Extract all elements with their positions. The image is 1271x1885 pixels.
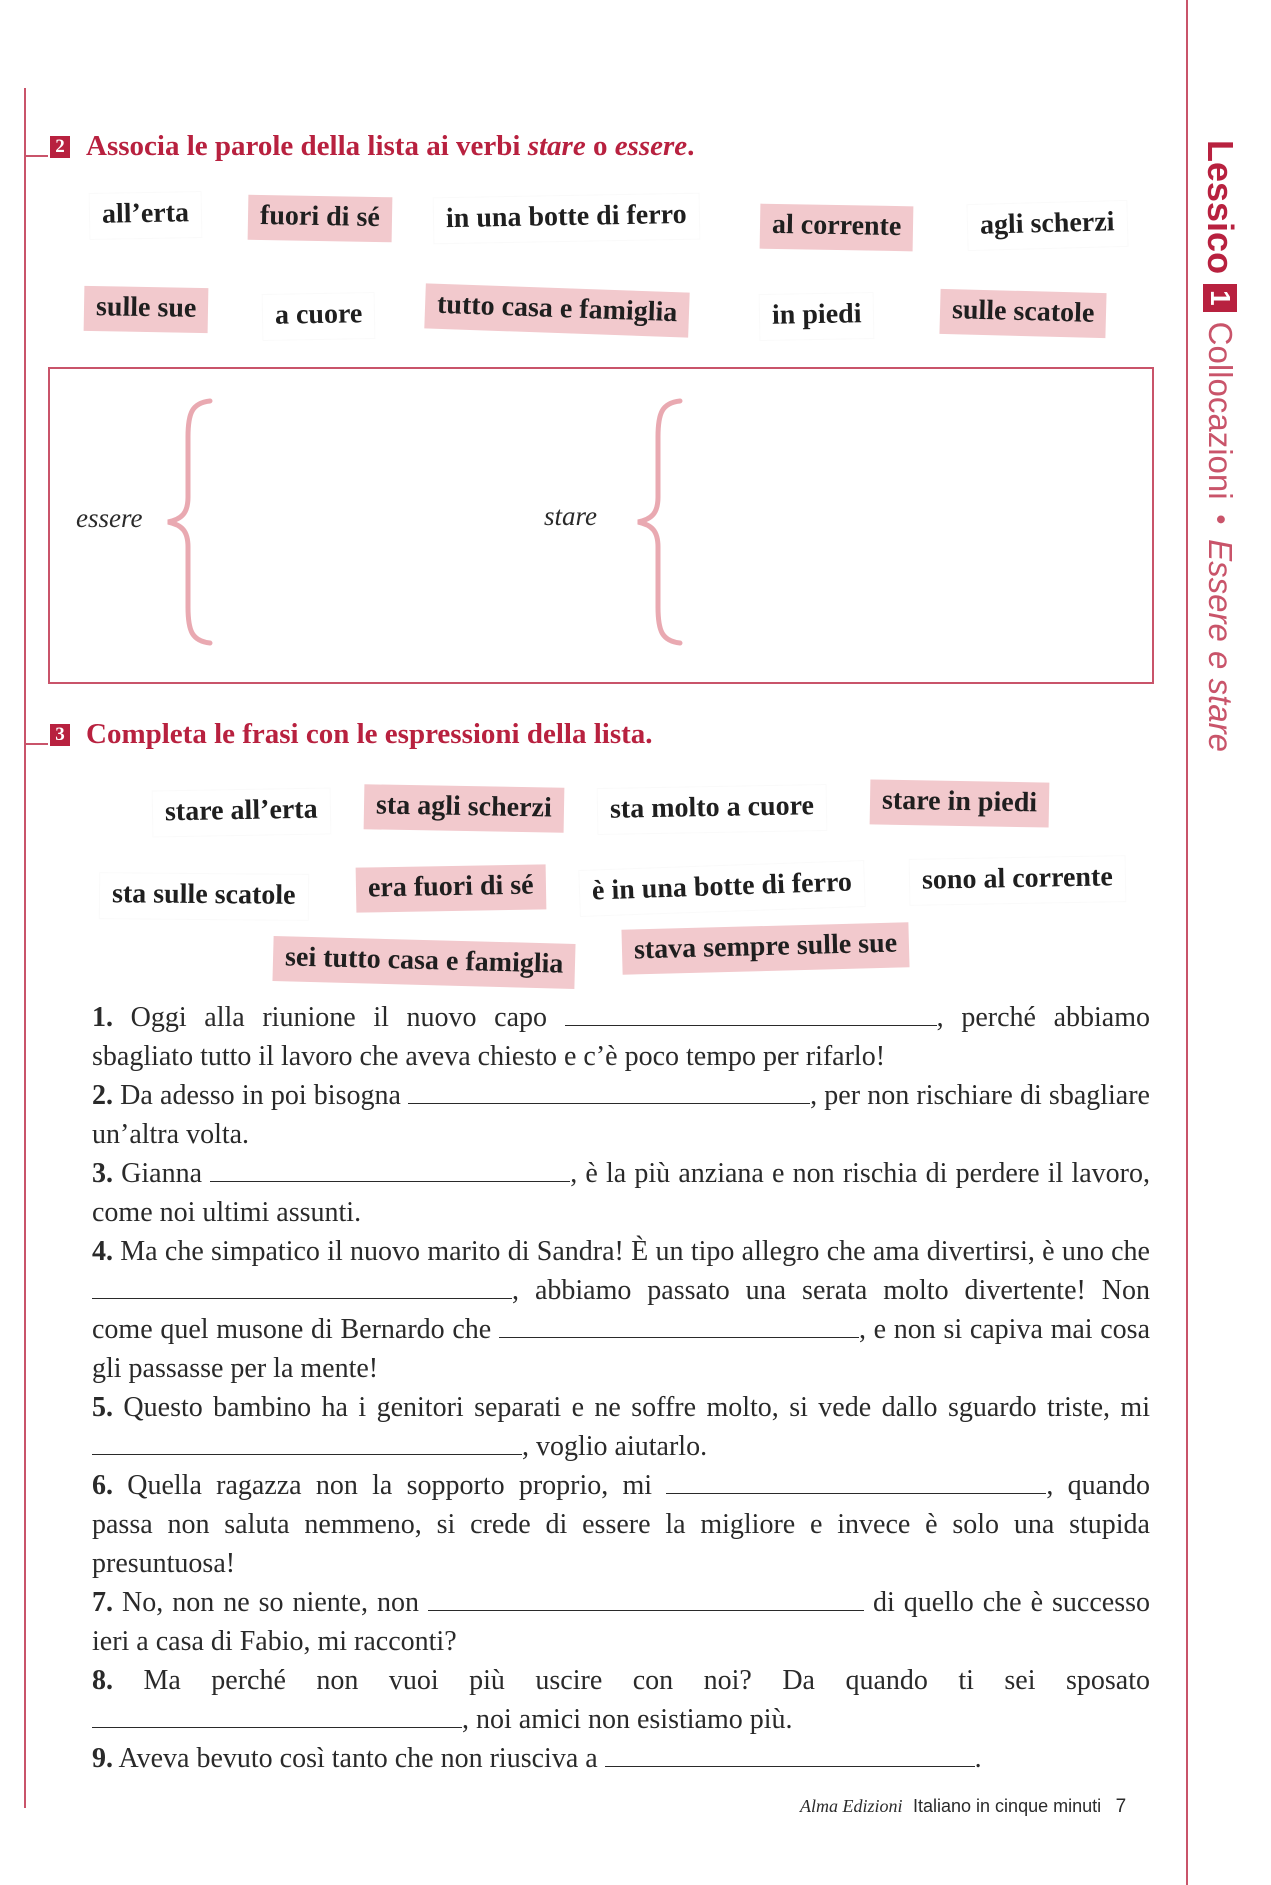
answer-box bbox=[48, 367, 1154, 684]
ex2-chip: agli scherzi bbox=[967, 201, 1127, 250]
ex2-chip: tutto casa e famiglia bbox=[424, 283, 690, 337]
answer-blank[interactable] bbox=[408, 1079, 810, 1104]
footer-book-title: Italiano in cinque minuti bbox=[913, 1796, 1102, 1816]
brace-stare-icon bbox=[632, 397, 686, 647]
answer-blank[interactable] bbox=[92, 1274, 512, 1299]
box-label-essere: essere bbox=[76, 503, 143, 533]
side-bullet: • bbox=[1202, 513, 1238, 526]
side-topic: Essere e stare bbox=[1202, 539, 1239, 752]
sentence-1: 1. Oggi alla riunione il nuovo capo , perché abbiamo sbagliato tutto il lavoro che aveva chiesto e c’è poco tempo per rifarlo! bbox=[92, 1002, 1150, 1072]
answer-blank[interactable] bbox=[92, 1430, 522, 1455]
ex3-chip: sta molto a cuore bbox=[598, 785, 827, 834]
ex2-chip: al corrente bbox=[760, 204, 914, 251]
sentence-2: 2. Da adesso in poi bisogna , per non rischiare di sbagliare un’altra volta. bbox=[92, 1080, 1150, 1150]
ex3-chip: sei tutto casa e famiglia bbox=[272, 936, 575, 989]
ex2-chip: sulle scatole bbox=[939, 289, 1106, 338]
answer-blank[interactable] bbox=[428, 1586, 864, 1611]
exercise-2-title: Associa le parole della lista ai verbi stare o essere. bbox=[86, 130, 695, 162]
sentence-3: 3. Gianna , è la più anziana e non rischia di perdere il lavoro, come noi ultimi assunti. bbox=[92, 1158, 1150, 1228]
brace-essere-icon bbox=[162, 397, 216, 647]
answer-blank[interactable] bbox=[565, 1001, 937, 1026]
sentence-list bbox=[92, 998, 1150, 1778]
exercise-2-number: 2 bbox=[50, 136, 70, 158]
exercise-2-rule bbox=[24, 155, 48, 157]
right-margin-rule bbox=[1186, 0, 1188, 1885]
ex3-chip: è in una botte di ferro bbox=[579, 861, 864, 916]
ex3-chip: sta agli scherzi bbox=[364, 784, 565, 832]
ex3-chip: sta sulle scatole bbox=[100, 873, 308, 920]
exercise-3-header bbox=[24, 718, 653, 751]
box-label-stare: stare bbox=[544, 501, 597, 531]
sentence-5: 5. Questo bambino ha i genitori separati e ne soffre molto, si vede dallo sguardo triste, mi , voglio aiutarlo. bbox=[92, 1392, 1150, 1462]
side-section-title: Lessico bbox=[1200, 140, 1241, 275]
answer-blank[interactable] bbox=[605, 1742, 975, 1767]
side-chapter-label bbox=[1192, 140, 1252, 810]
page-footer bbox=[800, 1796, 1126, 1818]
left-margin-rule bbox=[24, 88, 26, 1808]
sentence-7: 7. No, non ne so niente, non di quello che è successo ieri a casa di Fabio, mi racconti? bbox=[92, 1587, 1150, 1657]
exercise-3-number: 3 bbox=[50, 724, 70, 746]
ex2-chip: fuori di sé bbox=[248, 195, 393, 242]
answer-blank[interactable] bbox=[666, 1469, 1046, 1494]
sentence-9: 9. Aveva bevuto così tanto che non riusciva a . bbox=[92, 1743, 982, 1774]
answer-blank[interactable] bbox=[210, 1157, 570, 1182]
exercise-3-rule bbox=[24, 743, 48, 745]
ex3-chip: sono al corrente bbox=[910, 856, 1126, 905]
ex3-chip: stare in piedi bbox=[870, 779, 1050, 827]
ex3-chip: stava sempre sulle sue bbox=[621, 922, 909, 974]
answer-blank[interactable] bbox=[92, 1703, 462, 1728]
ex2-chip: sulle sue bbox=[84, 286, 209, 333]
sentence-4: 4. Ma che simpatico il nuovo marito di Sandra! È un tipo allegro che ama divertirsi, è uno che , abbiamo passato una serata molto divertente! Non come quel musone di Bernardo che , e non si capiva mai cosa gli passasse per la mente! bbox=[92, 1236, 1151, 1384]
sentence-8: 8. Ma perché non vuoi più uscire con noi? Da quando ti sei sposato , noi amici non esistiamo più. bbox=[92, 1665, 1150, 1735]
ex3-chip: stare all’erta bbox=[153, 788, 330, 836]
footer-publisher: Alma Edizioni bbox=[800, 1796, 903, 1816]
ex2-chip: all’erta bbox=[90, 192, 202, 239]
ex2-chip: in piedi bbox=[760, 293, 874, 340]
page-number: 7 bbox=[1115, 1796, 1127, 1817]
sentence-6: 6. Quella ragazza non la sopporto proprio, mi , quando passa non saluta nemmeno, si crede di essere la migliore e invece è solo una stupida presuntuosa! bbox=[92, 1470, 1150, 1579]
ex3-chip: era fuori di sé bbox=[356, 864, 546, 912]
exercise-3-title: Completa le frasi con le espressioni della lista. bbox=[86, 718, 653, 750]
exercise-2-header bbox=[24, 130, 694, 163]
ex2-chip: in una botte di ferro bbox=[434, 194, 699, 243]
answer-blank[interactable] bbox=[499, 1313, 859, 1338]
ex2-chip: a cuore bbox=[263, 293, 375, 340]
side-subsection: Collocazioni bbox=[1202, 321, 1239, 500]
side-section-number: 1 bbox=[1203, 284, 1237, 312]
